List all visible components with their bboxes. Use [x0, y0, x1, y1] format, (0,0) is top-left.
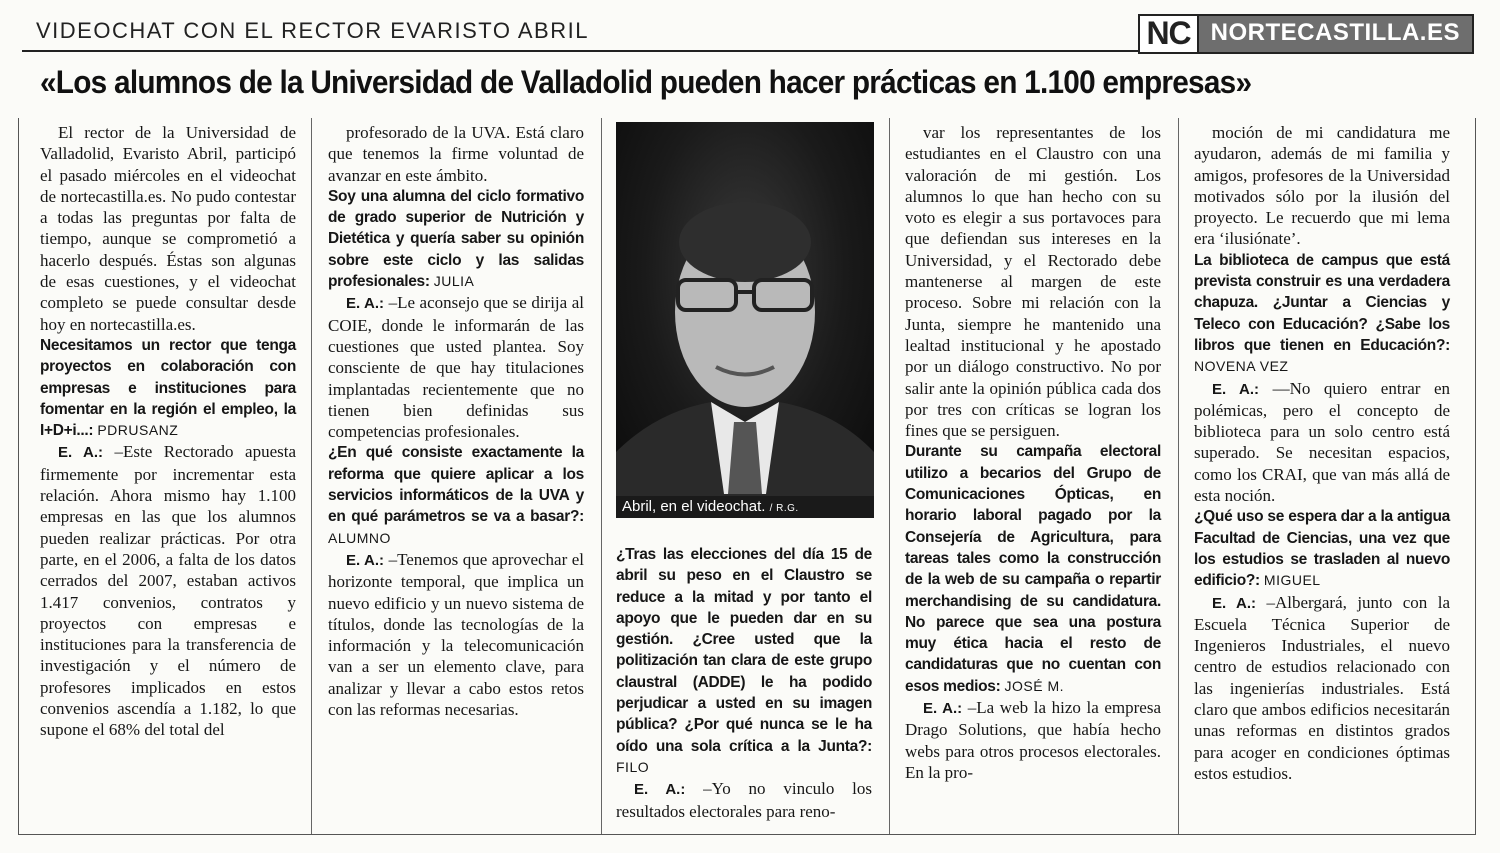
- answer-label: E. A.:: [58, 444, 103, 462]
- answer-label: E. A.:: [346, 551, 385, 569]
- photo-caption: [616, 496, 874, 518]
- question-text: ¿En qué consiste exactamente la reforma que quiere aplicar a los servicios informáticos de la UVA y en qué parámetros se va a basar?:: [328, 444, 584, 526]
- answer: [616, 778, 872, 822]
- answer: [328, 292, 584, 442]
- answer: [1194, 592, 1450, 785]
- answer-label: E. A.:: [923, 700, 963, 718]
- answer-label: E. A.:: [346, 295, 385, 313]
- brand-box: [1138, 14, 1474, 54]
- question-text: Soy una alumna del ciclo formativo de grado superior de Nutrición y Dietética y quería saber su opinión sobre este ciclo y las salidas profesionales:: [328, 187, 584, 291]
- question-text: ¿Tras las elecciones del día 15 de abril su peso en el Claustro se reduce a la mitad y por tanto el apoyo que le pueden dar en su gestión. ¿Cree usted que la politización tan clara de este grupo claustral (ADDE) le ha podido perjudicar a usted en su imagen pública? ¿Por qué nunca se le ha oído una sola crítica a la Junta?:: [616, 546, 872, 755]
- question: [1194, 250, 1450, 378]
- answer-text: —No quiero entrar en polémicas, pero el concepto de biblioteca para un solo centro está superado. Se necesitan espacios, como los CRAI, que van más allá de esta noción.: [1194, 378, 1450, 506]
- rector-photo: [616, 122, 874, 517]
- answer-continued: profesorado de la UVA. Está claro que tenemos la firme voluntad de avanzar en este ámbito.: [328, 123, 584, 185]
- section-header: [22, 14, 1474, 52]
- column-5: [1194, 122, 1450, 784]
- question: [905, 441, 1161, 697]
- question-text: Necesitamos un rector que tenga proyectos en colaboración con empresas e instituciones para fomentar en la región el empleo, la I+D+i...:: [40, 336, 296, 440]
- brand-logo: NC: [1140, 16, 1198, 52]
- intro-paragraph: El rector de la Universidad de Valladolid, Evaristo Abril, participó el pasado miércoles en el videochat de nortecastilla.es. No pudo contestar a todas las preguntas por falta de tiempo, aunque se comprometió a hacerlo después. Éstas son algunas de esas cuestiones, y el videochat completo se puede consultar desde hoy en nortecastilla.es.: [40, 123, 296, 334]
- brand-site: NORTECASTILLA.ES: [1199, 16, 1472, 52]
- portrait-illustration: [616, 122, 874, 517]
- question: [40, 335, 296, 441]
- question-author: FILO: [616, 758, 650, 775]
- caption-credit: / R.G.: [769, 503, 799, 514]
- section-title: VIDEOCHAT CON EL RECTOR EVARISTO ABRIL: [36, 18, 589, 43]
- question-text: Durante su campaña electoral utilizo a becarios del Grupo de Comunicaciones Ópticas, en horario laboral pagado por la Consejería de Agricultura, para tareas tales como la construcción de la web de su campaña o repartir merchandising de su candidatura. No parece que sea una postura muy ética hacia el resto de candidaturas que no cuentan con esos medios:: [905, 443, 1161, 695]
- answer-text: –Este Rectorado apuesta firmemente por incrementar esta relación. Ahora mismo hay 1.100 empresas en las que los alumnos pueden realizar prácticas. Por otra parte, en el 2006, a falta de los datos cerrados del 2007, estaban activos 1.417 convenios, contratos y proyectos con empresas e instituciones para la transferencia de investigación y el número de profesores implicados en estos convenios ascendía a 1.182, lo que supone el 68% del total del: [40, 442, 297, 740]
- question: [1194, 506, 1450, 591]
- column-rule: [311, 118, 312, 834]
- question-author: MIGUEL: [1263, 572, 1321, 589]
- question-author: ALUMNO: [328, 529, 391, 546]
- answer-label: E. A.:: [1212, 380, 1260, 398]
- answer-text: –Le aconsejo que se dirija al COIE, donde le informarán de las cuestiones que usted plantea. Soy consciente de que hay titulaciones implantadas recientemente que no tienen bien definidas sus competencias profesionales.: [328, 293, 584, 442]
- question-author: PDRUSANZ: [97, 422, 179, 439]
- answer-label: E. A.:: [1212, 594, 1256, 612]
- column-2: [328, 122, 584, 720]
- answer: [328, 549, 584, 720]
- question-text: La biblioteca de campus que está prevista construir es una verdadera chapuza. ¿Juntar a Ciencias y Teleco con Educación? ¿Sabe los libros que tienen en Educación?:: [1194, 251, 1450, 354]
- column-3: [616, 544, 872, 822]
- question-text: ¿Qué uso se espera dar a la antigua Facultad de Ciencias, una vez que los estudios se trasladen al nuevo edificio?:: [1194, 508, 1450, 590]
- question: [328, 186, 584, 292]
- column-rule: [601, 118, 602, 834]
- answer-label: E. A.:: [634, 781, 686, 799]
- question-author: NOVENA VEZ: [1194, 358, 1289, 375]
- column-4: [905, 122, 1161, 783]
- answer-continued: moción de mi candidatura me ayudaron, además de mi familia y amigos, profesores de la Universidad motivados sólo por la ilusión del proyecto. Le recuerdo que mi lema era ‘ilusiónate’.: [1194, 123, 1450, 249]
- answer: [40, 441, 296, 740]
- column-rule: [1178, 118, 1179, 834]
- headline: «Los alumnos de la Universidad de Valladolid pueden hacer prácticas en 1.100 empresas»: [40, 64, 1252, 100]
- answer-text: –La web la hizo la empresa Drago Solutions, que había hecho webs para otros procesos electorales. En la pro-: [905, 698, 1161, 782]
- question: [328, 442, 584, 548]
- column-1: [40, 122, 296, 741]
- answer-text: –Yo no vinculo los resultados electorales para reno-: [616, 779, 872, 821]
- answer-continued: var los representantes de los estudiantes en el Claustro con una valoración de mi gestión. Los alumnos lo que han hecho con su voto es elegir a sus portavoces para que defiendan sus intereses en la Universidad, y el Rectorado debe mantenerse al margen de este proceso. Sobre mi relación con la Junta, siempre he mantenido una lealtad institucional y he apostado por un diálogo constructivo. No por salir ante la opinión pública cada dos por tres con críticas se logran los fines que se persiguen.: [905, 123, 1161, 441]
- answer: [905, 697, 1161, 783]
- answer-text: –Tenemos que aprovechar el horizonte temporal, que implica un nuevo edificio y un nuevo sistema de títulos, donde las tecnologías de la información y la telecomunicación van a ser un elemento clave, para analizar y llevar a cabo estos retos con las reformas necesarias.: [328, 549, 585, 720]
- question-author: JULIA: [433, 273, 475, 290]
- question: [616, 544, 872, 778]
- caption-text: Abril, en el videochat.: [622, 498, 766, 515]
- answer-text: –Albergará, junto con la Escuela Técnica Superior de Ingenieros Industriales, el nuevo centro de estudios relacionado con las ingenierías industriales. Está claro que ambos edificios necesitarán unas reformas en distintos grados para acoger en condiciones óptimas estos estudios.: [1194, 592, 1451, 783]
- question-author: JOSÉ M.: [1004, 677, 1064, 694]
- column-rule: [889, 118, 890, 834]
- answer: [1194, 378, 1450, 507]
